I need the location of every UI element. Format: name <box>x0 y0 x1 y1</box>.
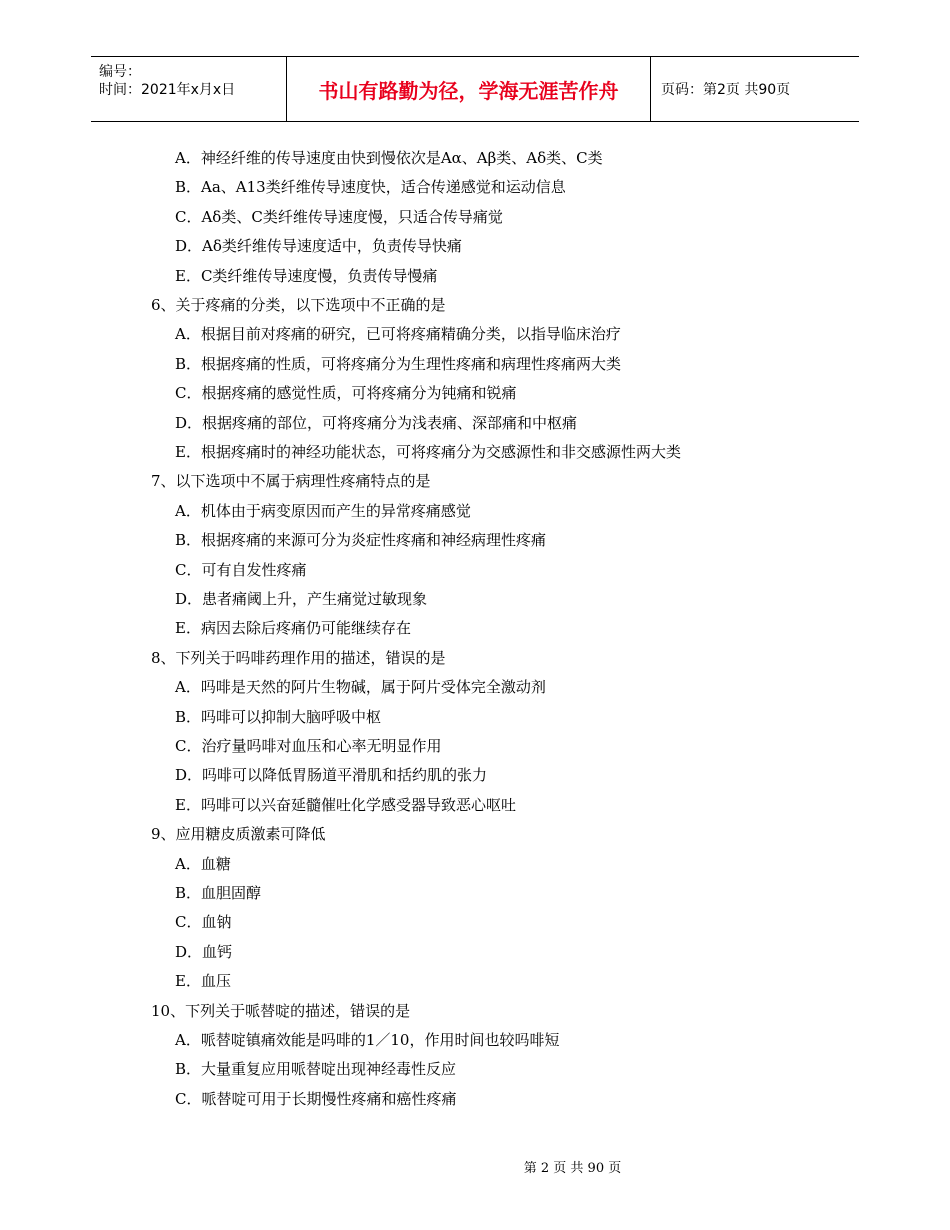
answer-option: C．Aδ类、C类纤维传导速度慢，只适合传导痛觉 <box>175 208 503 226</box>
number-label: 编号： <box>99 64 141 80</box>
header-page-code: 页码：第2页 共90页 <box>661 82 791 98</box>
question-stem: 7、以下选项中不属于病理性疼痛特点的是 <box>151 472 431 490</box>
answer-option: B．根据疼痛的来源可分为炎症性疼痛和神经病理性疼痛 <box>175 531 547 549</box>
answer-option: C．哌替啶可用于长期慢性疼痛和癌性疼痛 <box>175 1090 457 1108</box>
answer-option: E．吗啡可以兴奋延髓催吐化学感受器导致恶心呕吐 <box>175 796 516 814</box>
answer-option: A．哌替啶镇痛效能是吗啡的1／10，作用时间也较吗啡短 <box>175 1031 560 1049</box>
answer-option: E．根据疼痛时的神经功能状态，可将疼痛分为交感源性和非交感源性两大类 <box>175 443 681 461</box>
answer-option: D．患者痛阈上升，产生痛觉过敏现象 <box>175 590 428 608</box>
answer-option: C．根据疼痛的感觉性质，可将疼痛分为钝痛和锐痛 <box>175 384 517 402</box>
question-stem: 10、下列关于哌替啶的描述，错误的是 <box>151 1002 411 1020</box>
footer-page-number: 第 2 页 共 90 页 <box>523 1161 622 1176</box>
answer-option: B．根据疼痛的性质，可将疼痛分为生理性疼痛和病理性疼痛两大类 <box>175 355 622 373</box>
answer-option: C．血钠 <box>175 913 232 931</box>
answer-option: D．血钙 <box>175 943 233 961</box>
answer-option: A．血糖 <box>175 855 231 873</box>
answer-option: B．大量重复应用哌替啶出现神经毒性反应 <box>175 1060 457 1078</box>
answer-option: C．可有自发性疼痛 <box>175 561 307 579</box>
header-motto: 书山有路勤为径，学海无涯苦作舟 <box>287 57 651 121</box>
time-label: 时间：2021年x月x日 <box>99 82 236 98</box>
answer-option: A．根据目前对疼痛的研究，已可将疼痛精确分类，以指导临床治疗 <box>175 325 621 343</box>
answer-option: B．吗啡可以抑制大脑呼吸中枢 <box>175 708 382 726</box>
answer-option: E．血压 <box>175 972 231 990</box>
question-stem: 9、应用糖皮质激素可降低 <box>151 825 326 843</box>
page-header <box>91 56 859 122</box>
answer-option: A．神经纤维的传导速度由快到慢依次是Aα、Aβ类、Aδ类、C类 <box>175 149 603 167</box>
page-footer <box>0 1157 950 1176</box>
question-stem: 6、关于疼痛的分类，以下选项中不正确的是 <box>151 296 446 314</box>
answer-option: C．治疗量吗啡对血压和心率无明显作用 <box>175 737 442 755</box>
answer-option: B．Aa、A13类纤维传导速度快，适合传递感觉和运动信息 <box>175 178 566 196</box>
answer-option: A．机体由于病变原因而产生的异常疼痛感觉 <box>175 502 471 520</box>
answer-option: D．Aδ类纤维传导速度适中，负责传导快痛 <box>175 237 462 255</box>
answer-option: D．根据疼痛的部位，可将疼痛分为浅表痛、深部痛和中枢痛 <box>175 414 578 432</box>
answer-option: A．吗啡是天然的阿片生物碱，属于阿片受体完全激动剂 <box>175 678 546 696</box>
answer-option: D．吗啡可以降低胃肠道平滑肌和括约肌的张力 <box>175 766 488 784</box>
answer-option: E．病因去除后疼痛仍可能继续存在 <box>175 619 411 637</box>
answer-option: E．C类纤维传导速度慢，负责传导慢痛 <box>175 267 438 285</box>
answer-option: B．血胆固醇 <box>175 884 262 902</box>
question-stem: 8、下列关于吗啡药理作用的描述，错误的是 <box>151 649 446 667</box>
header-meta <box>91 57 287 121</box>
